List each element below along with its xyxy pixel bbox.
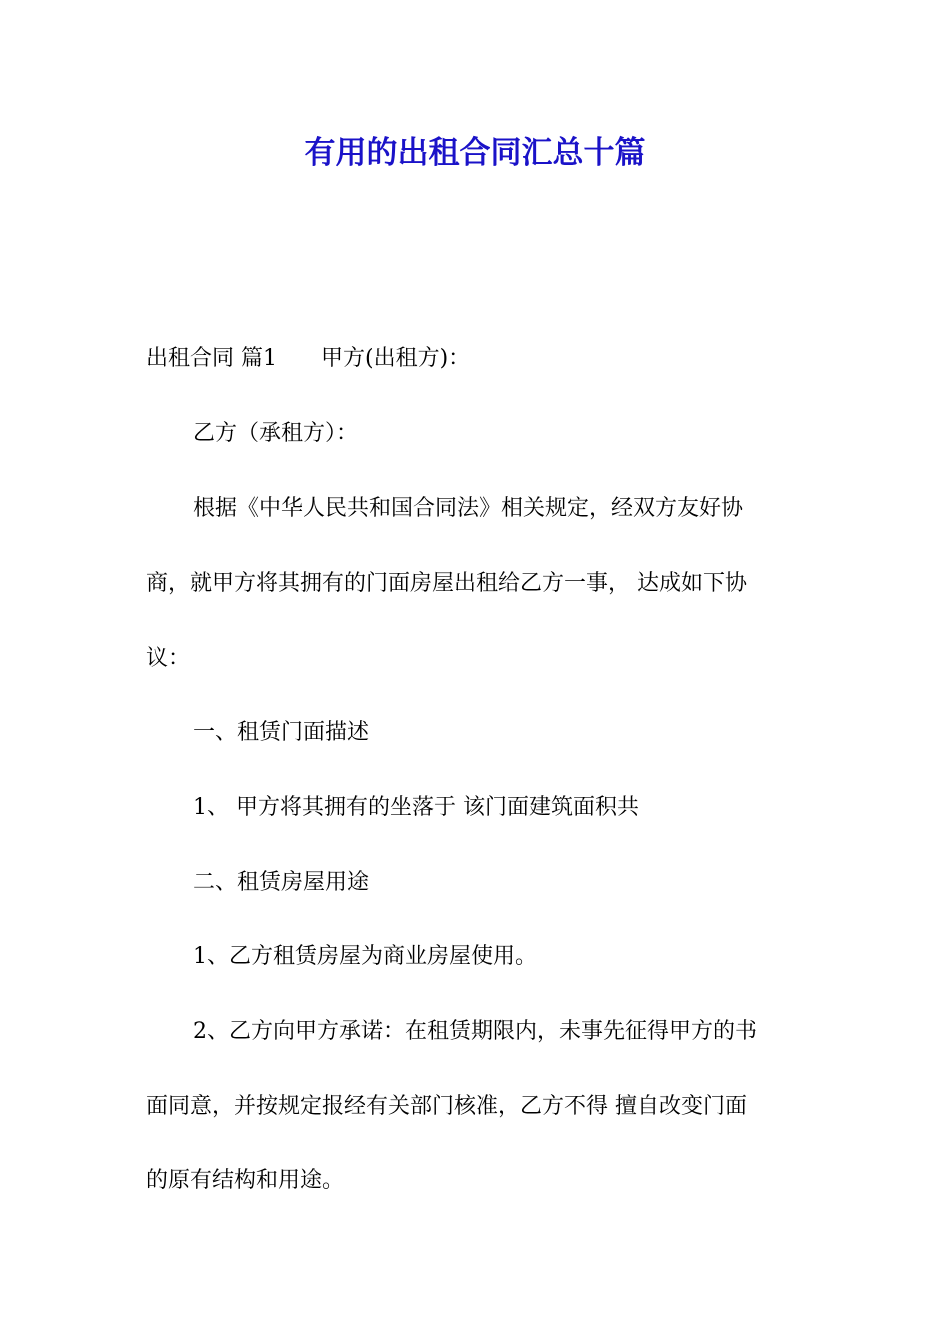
body-line-clause-item: 1、乙方租赁房屋为商业房屋使用。 [193,944,537,969]
body-line-paragraph: 面同意，并按规定报经有关部门核准，乙方不得 擅自改变门面 [146,1094,747,1119]
body-line-clause-item: 1、 甲方将其拥有的坐落于 该门面建筑面积共 [193,795,639,820]
body-line-clause-item: 2、乙方向甲方承诺：在租赁期限内，未事先征得甲方的书 [193,1019,757,1044]
document-title: 有用的出租合同汇总十篇 [304,135,646,171]
body-line-paragraph: 的原有结构和用途。 [146,1168,345,1193]
body-line-clause-heading: 一、租赁门面描述 [193,720,370,745]
body-line-paragraph: 根据《中华人民共和国合同法》相关规定，经双方友好协 [193,496,744,521]
body-line-section-heading: 出租合同 篇1 甲方(出租方)： [146,346,471,371]
body-line-party-b: 乙方（承租方）： [193,421,359,446]
body-line-paragraph: 商，就甲方将其拥有的门面房屋出租给乙方一事， 达成如下协 [146,571,747,596]
body-line-paragraph: 议： [146,646,191,671]
body-line-clause-heading: 二、租赁房屋用途 [193,870,370,895]
